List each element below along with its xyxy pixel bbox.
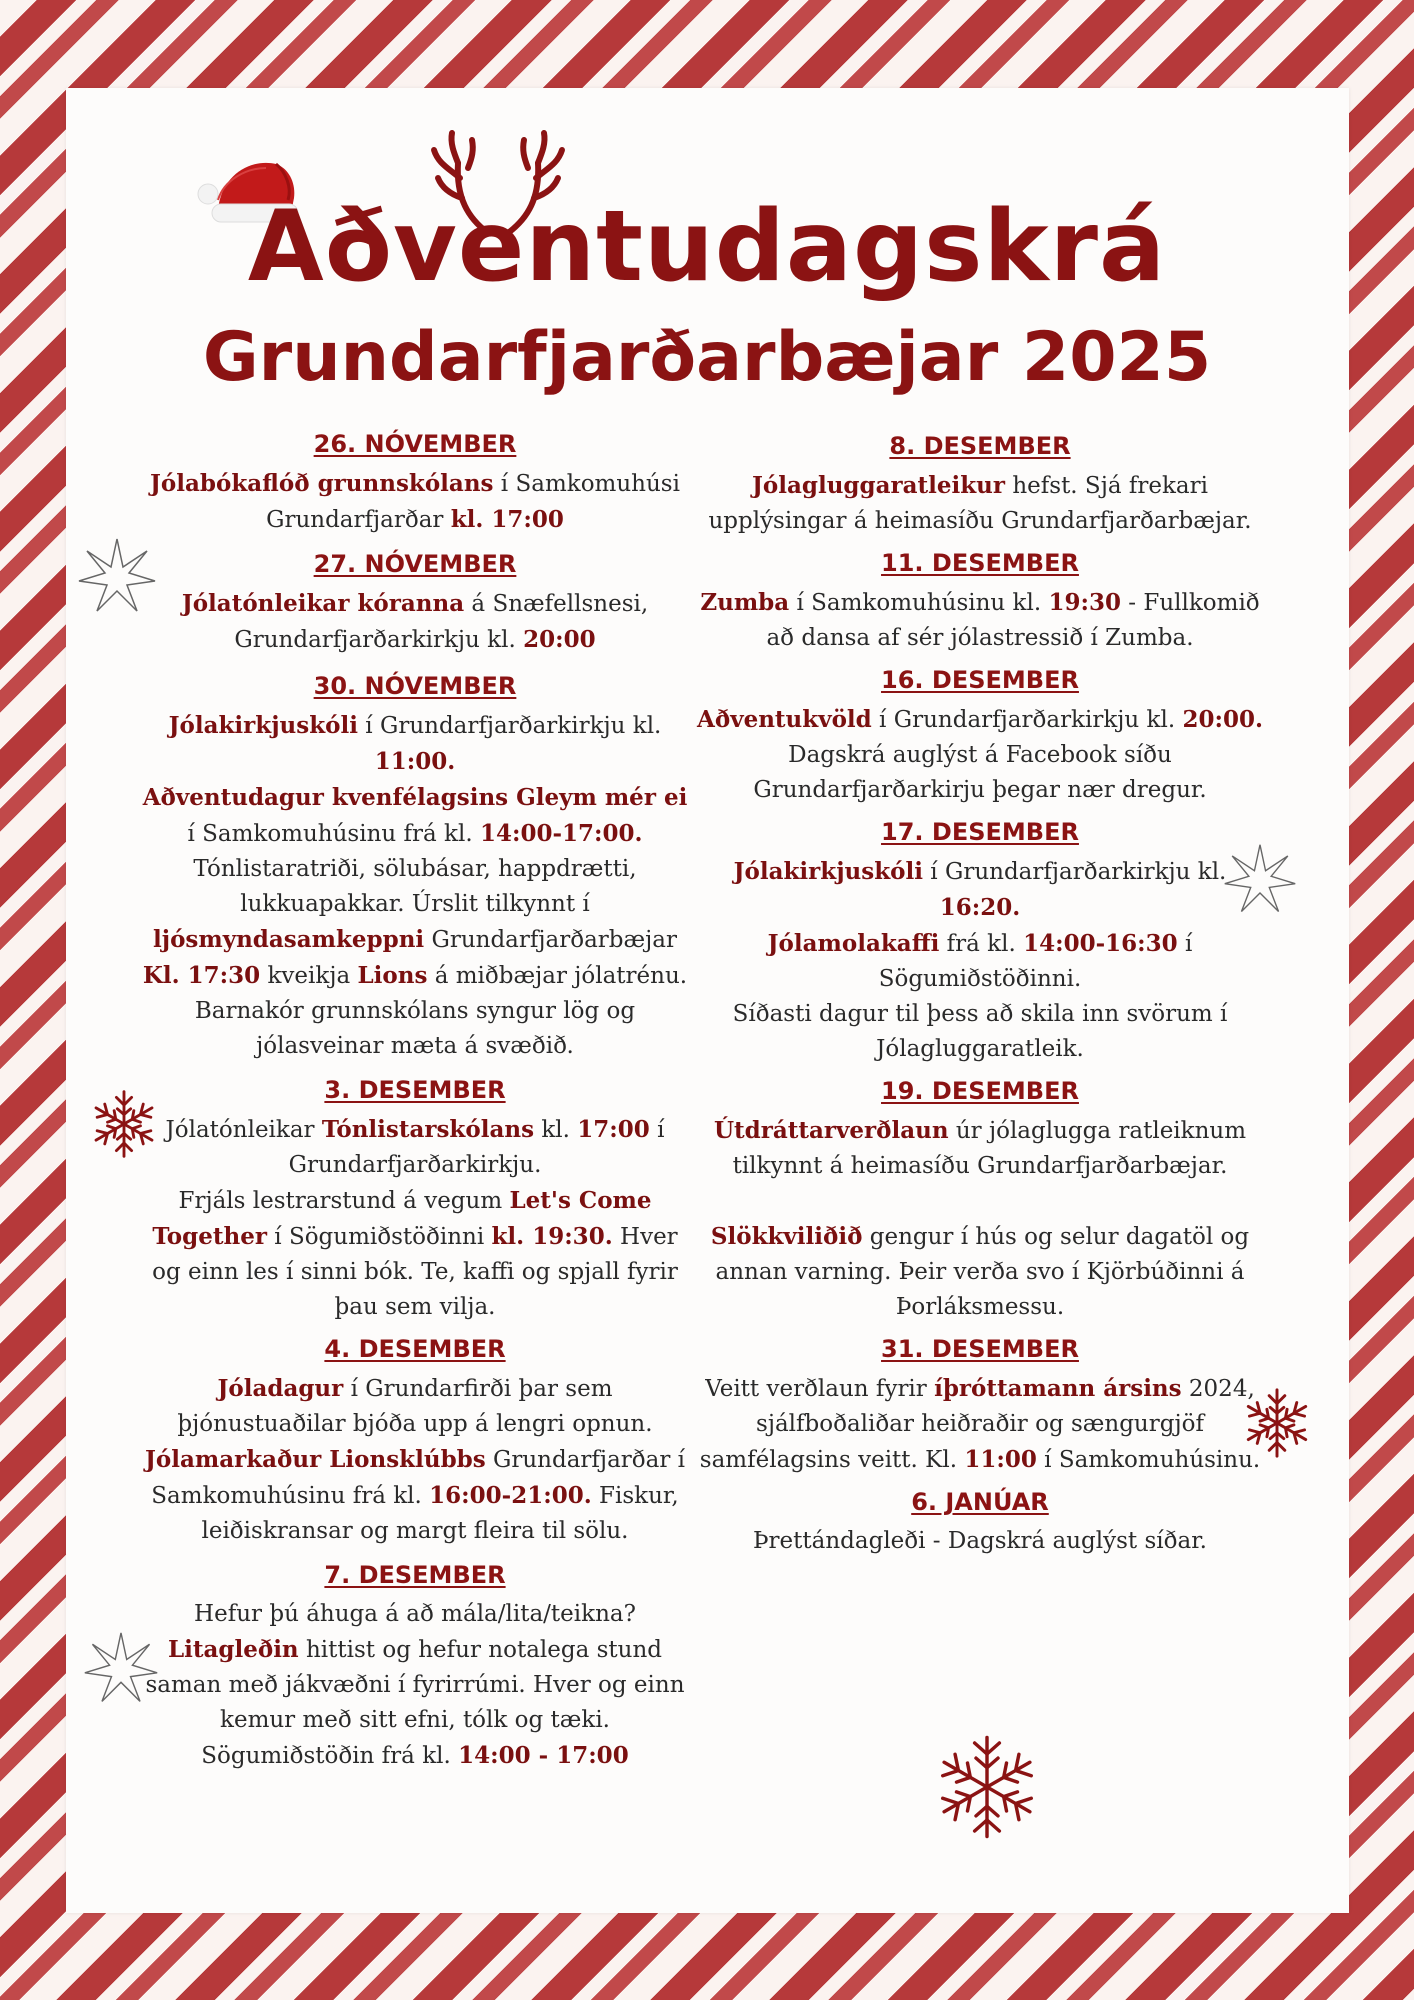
event-section [690, 1075, 1270, 1325]
body-text: kveikja [260, 963, 358, 989]
body-text: hittist og hefur notalega stund saman með jákvæðni í fyrirrúmi. Hver og einn kemur með sitt efni, tólk og tæki. Sögumiðstöðin frá kl. [145, 1637, 685, 1769]
highlight-text: kl. 19:30. [491, 1223, 613, 1250]
body-text: Dagskrá auglýst á Facebook síðu Grundarfjarðarkirju þegar nær dregur. [753, 742, 1207, 803]
body-text: á Snæfellsnesi, Grundarfjarðarkirkju kl. [234, 591, 649, 653]
event-date: 8. DESEMBER [889, 432, 1071, 460]
event-date: 26. NÓVEMBER [313, 430, 517, 458]
highlight-text: Jólatónleikar kóranna [181, 590, 465, 617]
highlight-text: 17:00 [577, 1116, 650, 1143]
highlight-text: Aðventudagur kvenfélagsins Gleym mér ei [142, 784, 688, 811]
body-text: Grundarfjarðar í Samkomuhúsinu frá kl. [151, 1447, 685, 1509]
body-text: á miðbæjar jólatrénu. Barnakór grunnskólans syngur lög og jólasveinar mæta á svæðið. [194, 963, 688, 1059]
highlight-text: Lions [357, 962, 428, 989]
body-text: Grundarfjarðarbæjar [424, 927, 677, 953]
highlight-text: Jólamarkaður Lionsklúbbs [145, 1446, 486, 1473]
event-section [140, 548, 690, 658]
title-line-2: Grundarfjarðarbæjar 2025 [202, 318, 1212, 397]
body-text: í Grundarfjarðarkirkju kl. [922, 859, 1227, 885]
event-date: 4. DESEMBER [324, 1335, 506, 1363]
event-section [140, 1074, 690, 1325]
body-text: kl. [534, 1117, 578, 1143]
body-text: í Sögumiðstöðinni [266, 1224, 492, 1250]
event-details [690, 1113, 1270, 1325]
event-section [690, 547, 1270, 656]
highlight-text: Slökkviliðið [710, 1223, 863, 1250]
event-date: 17. DESEMBER [881, 818, 1079, 846]
highlight-text: Let's Come Together [152, 1187, 652, 1250]
body-text: Frjáls lestrarstund á vegum [178, 1188, 510, 1214]
event-date: 6. JANÚAR [911, 1488, 1049, 1516]
body-text: Hefur þú áhuga á að mála/lita/teikna? [194, 1601, 636, 1627]
event-date: 19. DESEMBER [881, 1077, 1079, 1105]
highlight-text: Jólagluggaratleikur [752, 472, 1006, 499]
highlight-text: Jólabókaflóð grunnskólans [150, 470, 494, 497]
event-section [690, 816, 1270, 1067]
highlight-text: íþróttamann ársins [934, 1375, 1182, 1402]
highlight-text: 19:30 [1048, 589, 1121, 616]
event-details [140, 586, 690, 658]
body-text: í Sögumiðstöðinni. [878, 931, 1193, 992]
highlight-text: Aðventukvöld [697, 706, 872, 733]
body-text: í Grundarfjarðarkirkju kl. [357, 713, 662, 739]
highlight-text: 11:00. [374, 748, 456, 775]
highlight-text: 14:00 - 17:00 [458, 1742, 629, 1769]
event-details [140, 1112, 690, 1325]
event-date: 3. DESEMBER [324, 1076, 506, 1104]
highlight-text: 14:00-16:30 [1023, 930, 1178, 957]
event-details [140, 1371, 690, 1549]
highlight-text: Tónlistarskólans [321, 1116, 535, 1143]
event-date: 16. DESEMBER [881, 666, 1079, 694]
event-date: 7. DESEMBER [324, 1561, 506, 1589]
highlight-text: Útdráttarverðlaun [713, 1117, 949, 1144]
highlight-text: Jólakirkjuskóli [733, 858, 923, 885]
event-section [140, 670, 690, 1064]
event-section [690, 664, 1270, 808]
body-text: úr jólaglugga ratleiknum tilkynnt á heimasíðu Grundarfjarðarbæjar. [732, 1118, 1247, 1179]
event-date: 27. NÓVEMBER [313, 550, 517, 578]
event-details [690, 468, 1270, 539]
highlight-text: 16:00-21:00. [429, 1482, 592, 1509]
event-date: 30. NÓVEMBER [313, 672, 517, 700]
highlight-text: 14:00-17:00. [479, 820, 643, 847]
body-text: Síðasti dagur til þess að skila inn svörum í Jólagluggaratleik. [732, 1001, 1228, 1062]
event-section [690, 1333, 1270, 1478]
highlight-text: Zumba [700, 589, 790, 616]
event-details [690, 585, 1270, 656]
body-text: Fiskur, leiðiskransar og margt fleira til sölu. [201, 1483, 679, 1544]
body-text: Veitt verðlaun fyrir [705, 1376, 935, 1402]
body-text: í Samkomuhúsinu kl. [789, 590, 1049, 616]
body-text: - Fullkomið að dansa af sér jólastressið í Zumba. [766, 590, 1260, 651]
event-details [140, 466, 690, 538]
body-text: 2024, sjálfboðaliðar heiðraðir og sængurgjöf samfélagsins veitt. Kl. [699, 1376, 1255, 1473]
body-text: Hver og einn les í sinni bók. Te, kaffi og spjall fyrir þau sem vilja. [152, 1224, 678, 1320]
body-text: hefst. Sjá frekari upplýsingar á heimasíðu Grundarfjarðarbæjar. [708, 473, 1252, 534]
highlight-text: Kl. 17:30 [142, 962, 261, 989]
event-section [690, 430, 1270, 539]
highlight-text: 20:00 [523, 626, 596, 653]
highlight-text: Jóladagur [217, 1375, 344, 1402]
event-date: 31. DESEMBER [881, 1335, 1079, 1363]
event-section [690, 1486, 1270, 1559]
event-section [140, 1559, 690, 1774]
body-text: í Samkomuhúsi Grundarfjarðar [266, 471, 680, 533]
highlight-text: ljósmyndasamkeppni [153, 926, 425, 953]
body-text: gengur í hús og selur dagatöl og annan varning. Þeir verða svo í Kjörbúðinni á Þorláksmessu. [715, 1224, 1250, 1320]
highlight-text: Jólakirkjuskóli [168, 712, 358, 739]
event-details [690, 854, 1270, 1067]
events-right-column [690, 430, 1270, 1559]
highlight-text: Litagleðin [167, 1636, 299, 1663]
body-text: Jólatónleikar [165, 1117, 322, 1143]
body-text: í Grundarfjarðarkirkju. [288, 1117, 665, 1178]
event-section [140, 428, 690, 538]
event-details [140, 708, 690, 1064]
title-line-1: Aðventudagskrá [247, 190, 1167, 304]
body-text: í Grundarfjarðarkirkju kl. [871, 707, 1183, 733]
highlight-text: Jólamolakaffi [767, 930, 940, 957]
highlight-text: 20:00. [1182, 706, 1263, 733]
body-text: frá kl. [939, 931, 1024, 957]
event-section [140, 1333, 690, 1549]
body-text: Tónlistaratriði, sölubásar, happdrætti, lukkuapakkar. Úrslit tilkynnt í [193, 856, 637, 917]
event-details [690, 702, 1270, 808]
event-details [140, 1597, 690, 1774]
event-date: 11. DESEMBER [881, 549, 1079, 577]
highlight-text: kl. 17:00 [450, 506, 564, 533]
body-text: í Samkomuhúsinu frá kl. [187, 821, 480, 847]
event-details [690, 1524, 1270, 1559]
events-left-column [140, 428, 690, 1774]
body-text: í Samkomuhúsinu. [1036, 1447, 1261, 1473]
body-text: í Grundarfirði þar sem þjónustuaðilar bjóða upp á lengri opnun. [177, 1376, 653, 1437]
highlight-text: 11:00 [964, 1446, 1037, 1473]
event-details [690, 1371, 1270, 1478]
snowflake-icon [932, 1732, 1042, 1842]
highlight-text: 16:20. [939, 894, 1021, 921]
body-text: Þrettándagleði - Dagskrá auglýst síðar. [753, 1528, 1207, 1554]
